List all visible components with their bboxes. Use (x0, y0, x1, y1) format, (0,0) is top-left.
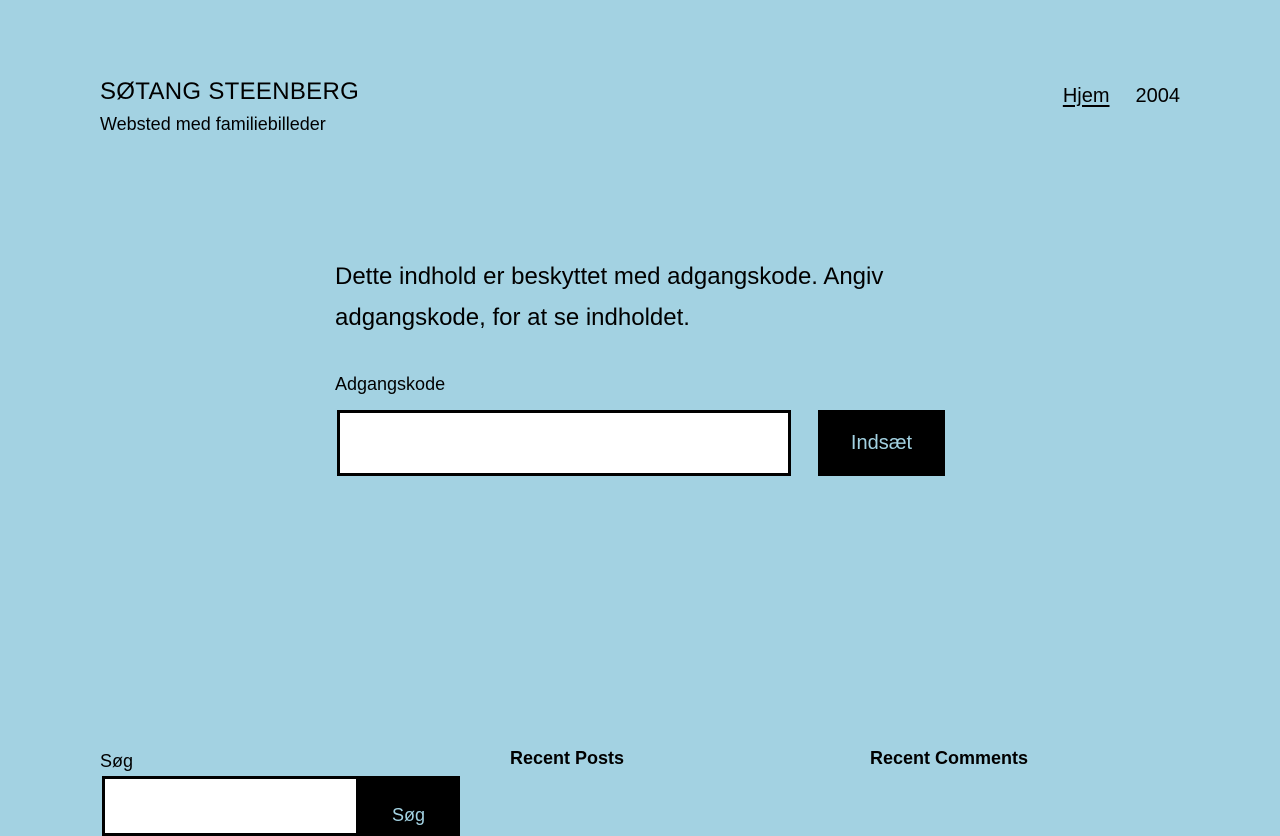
password-input[interactable] (337, 410, 791, 476)
primary-nav (1063, 84, 1180, 108)
nav-item-2004[interactable]: 2004 (1135, 85, 1180, 107)
password-protected-message: Dette indhold er beskyttet med adgangskode. Angiv adgangskode, for at se indholdet. (335, 263, 884, 331)
footer-search-button[interactable]: Søg (357, 776, 460, 836)
footer-search-label: Søg (100, 751, 134, 771)
footer-search-input[interactable] (102, 776, 359, 836)
password-submit-button[interactable]: Indsæt (818, 410, 945, 476)
password-label: Adgangskode (335, 374, 446, 394)
site-tagline: Websted med familiebilleder (100, 114, 326, 134)
site-title[interactable]: SØTANG STEENBERG (100, 78, 360, 105)
recent-comments-heading: Recent Comments (870, 748, 1029, 768)
recent-posts-heading: Recent Posts (510, 748, 625, 768)
nav-item-hjem[interactable]: Hjem (1062, 85, 1110, 107)
